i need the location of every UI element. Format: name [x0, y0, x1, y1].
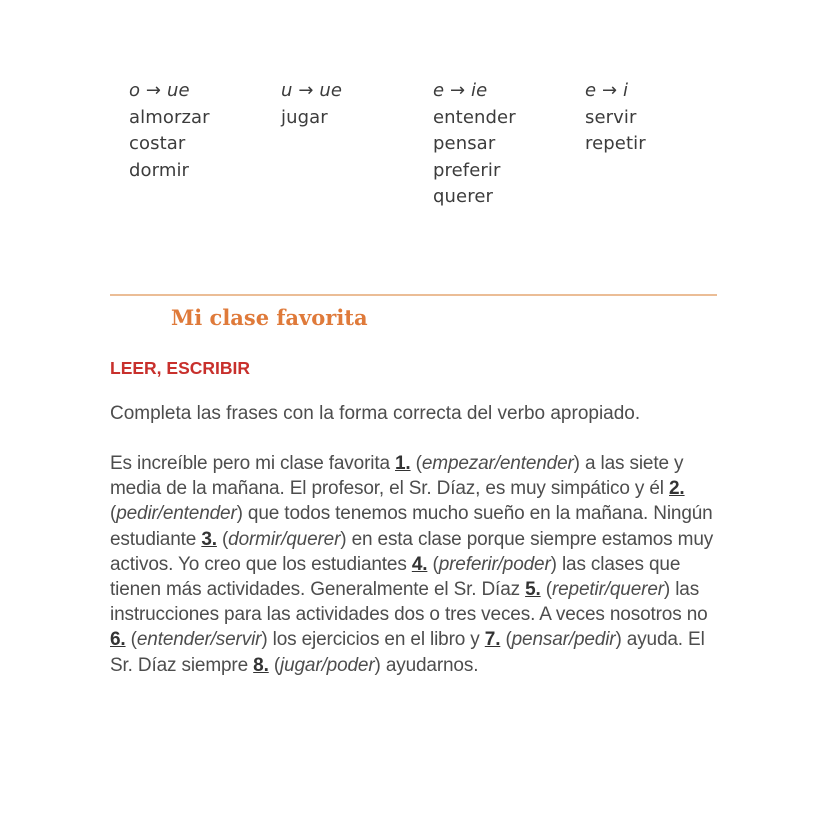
blank-number: 2.: [669, 478, 685, 500]
blank-number: 3.: [201, 528, 217, 550]
verb-group-o-ue: [129, 78, 281, 211]
verb-item: querer: [433, 186, 493, 207]
reading-passage: Es increíble pero mi clase favorita 1. (empezar/entender) a las siete y media de la mañana. El profesor, el Sr. Díaz, es muy simpático y él 2. (pedir/entender) que todos tenemos mucho sueño en la mañana. Ningún estudiante 3. (dormir/querer) en esta clase porque siempre estamos muy activos. Yo creo que los estudiantes 4. (preferir/poder) las clases que tienen más actividades. Generalmente el Sr. Díaz 5. (repetir/querer) las instrucciones para las actividades dos o tres veces. A veces nosotros no 6. (entender/servir) los ejercicios en el libro y 7. (pensar/pedir) ayuda. El Sr. Díaz siempre 8. (jugar/poder) ayudarnos.: [110, 453, 714, 676]
section-divider: [110, 294, 717, 296]
verb-item: pensar: [433, 133, 496, 154]
verb-item: costar: [129, 133, 186, 154]
verb-item: entender: [433, 106, 516, 128]
skills-label: LEER, ESCRIBIR: [110, 358, 251, 378]
instructions: Completa las frases con la forma correcta del verbo apropiado.: [110, 403, 641, 424]
verb-options: dormir/querer: [228, 528, 341, 550]
verb-group-header: e → i: [585, 80, 629, 101]
verb-options: entender/servir: [136, 629, 262, 651]
verb-options: pensar/pedir: [511, 629, 616, 651]
stem-change-verb-table: [129, 78, 737, 211]
verb-item: dormir: [129, 159, 190, 181]
verb-item: repetir: [585, 133, 646, 154]
section-title: Mi clase favorita: [171, 305, 368, 330]
blank-number: 8.: [253, 654, 269, 676]
verb-options: pedir/entender: [116, 503, 237, 525]
verb-item: almorzar: [129, 106, 210, 128]
verb-options: jugar/poder: [280, 654, 375, 676]
blank-number: 4.: [411, 553, 428, 575]
blank-number: 7.: [484, 629, 501, 651]
verb-group-u-ue: [281, 78, 433, 211]
verb-group-header: o → ue: [129, 80, 190, 101]
verb-group-header: e → ie: [433, 80, 488, 101]
verb-item: preferir: [433, 159, 501, 181]
verb-group-e-i: [585, 78, 737, 211]
blank-number: 6.: [110, 629, 126, 651]
verb-group-header: u → ue: [281, 80, 343, 101]
verb-item: jugar: [281, 106, 328, 128]
verb-item: servir: [585, 106, 637, 128]
verb-options: empezar/entender: [421, 453, 574, 474]
blank-number: 5.: [525, 579, 541, 601]
verb-options: preferir/poder: [438, 553, 551, 575]
verb-group-e-ie: [433, 78, 585, 211]
verb-options: repetir/querer: [551, 579, 664, 601]
blank-number: 1.: [395, 453, 411, 474]
